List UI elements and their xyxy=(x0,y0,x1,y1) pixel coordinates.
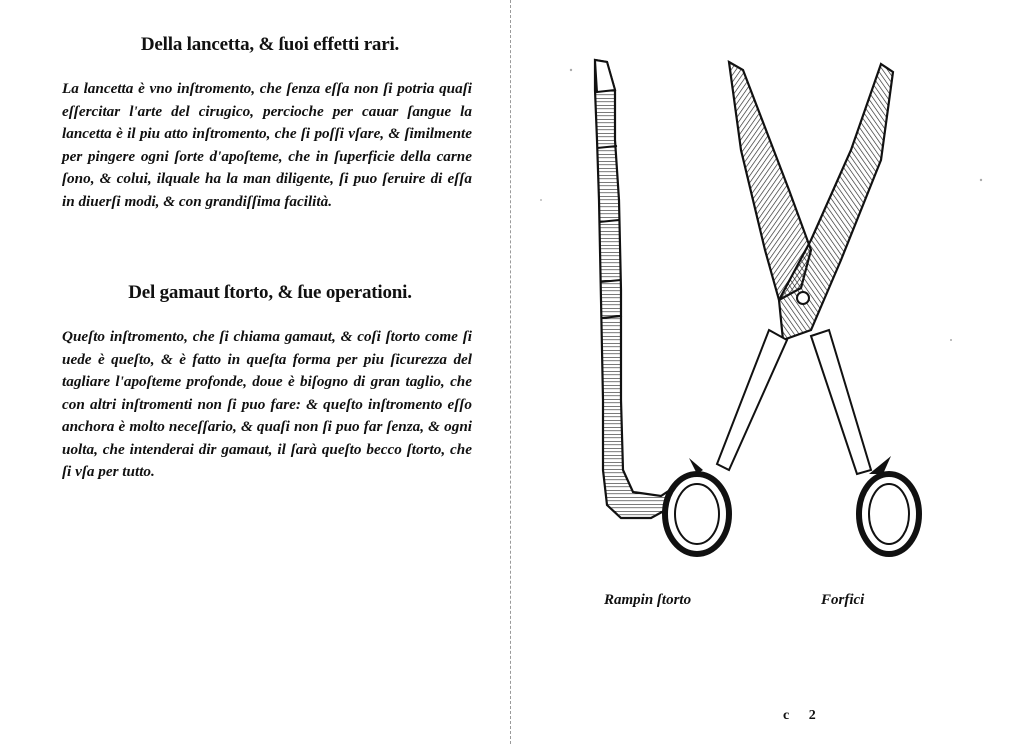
heading-lancetta: Della lancetta, & ſuoi effetti rari. xyxy=(140,34,400,55)
paragraph-gamaut: Queſto inſtromento, che ſi chiama gamaut, & coſi ſtorto come ſi uede è queſto, & è fatto in queſta forma per piu ſicurezza del tagliare l'apoſteme profonde, doue è biſogno di gran taglio, che con altri inſtromenti non ſi puo fare: & queſto inſtromento eſſo anchora è molto neceſſario, & quaſi non ſi puo far ſenza, & ogni uolta, che intenderai dir gamaut, il ſarà queſto becco ſtorto, che ſi vſa per tutto. xyxy=(62,328,472,480)
folio-signature: c 2 xyxy=(783,708,824,723)
caption-forfici: Forfici xyxy=(821,592,865,608)
paragraph-lancetta: La lancetta è vno inſtromento, che ſenza eſſa non ſi potria quaſi eſſercitar l'arte del cirugico, percioche per cauar ſangue la lancetta è il piu atto inſtromento, che ſi poſſi vſare, & ſimilmente per pingere ogni ſorte d'apoſteme, che in ſuperficie della carne ſono, & colui, ilquale ha la man diligente, ſi puo ſeruire di eſſa in diuerſi modi, & con grandiſſima facilità. xyxy=(62,80,472,210)
right-page xyxy=(511,0,1024,744)
rampin-storto-tool xyxy=(595,60,679,518)
heading-gamaut: Del gamaut ſtorto, & ſue operationi. xyxy=(128,282,412,303)
left-page xyxy=(0,0,510,744)
woodcut-illustration xyxy=(511,0,1024,600)
forfici-scissors xyxy=(665,62,919,554)
caption-rampin-storto: Rampin ſtorto xyxy=(604,592,692,608)
